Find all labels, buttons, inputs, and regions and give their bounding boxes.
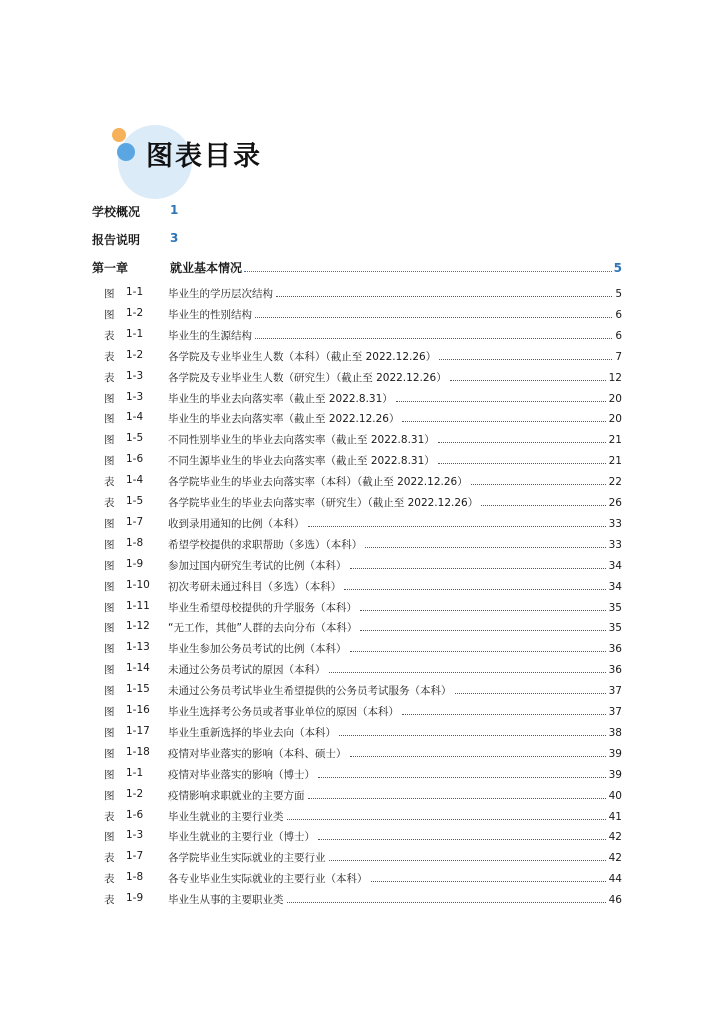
toc-entry-number: 1-1	[126, 286, 144, 298]
toc-entry-kind: 图	[104, 664, 115, 677]
page-title: 图表目录	[146, 141, 262, 172]
dot-leader	[339, 734, 606, 736]
toc-chapter-title: 就业基本情况	[170, 261, 243, 275]
toc-entry-title: 毕业生就业的主要行业类	[168, 810, 284, 823]
toc-entry-page: 40	[608, 789, 622, 802]
toc-entry-page: 34	[608, 559, 622, 572]
toc-entry-page: 44	[608, 873, 622, 886]
toc-entry-kind: 图	[104, 580, 115, 593]
toc-chapter-1[interactable]	[92, 259, 622, 277]
toc-entry-title: 疫情对毕业落实的影响（博士）	[168, 768, 315, 781]
toc-section-page: 3	[170, 231, 179, 245]
toc-entry[interactable]	[104, 620, 622, 638]
toc-entry-number: 1-7	[126, 515, 144, 528]
dot-leader	[402, 713, 606, 715]
toc-entry-kind: 图	[104, 308, 115, 321]
toc-entry-title: 各学院毕业生的毕业去向落实率（研究生）（截止至 2022.12.26）	[168, 497, 479, 509]
toc-entry-title: 参加过国内研究生考试的比例（本科）	[168, 559, 347, 572]
toc-entry-page: 22	[608, 476, 622, 489]
toc-entry-number: 1-1	[126, 327, 144, 340]
toc-entry-number: 1-3	[126, 390, 144, 403]
toc-entry[interactable]	[104, 829, 622, 847]
toc-entry-kind: 图	[104, 768, 115, 781]
toc-entry-number: 1-14	[126, 662, 150, 675]
dot-leader	[287, 818, 606, 820]
toc-entry-number: 1-4	[126, 474, 144, 487]
toc-entry-kind: 图	[104, 538, 115, 551]
dot-leader	[350, 567, 606, 569]
toc-entry-title: 毕业生的生源结构	[168, 329, 252, 342]
toc-section-label: 学校概况	[92, 205, 141, 219]
toc-entry-title: 不同生源毕业生的毕业去向落实率（截止至 2022.8.31）	[168, 455, 435, 468]
toc-entry-number: 1-6	[126, 808, 144, 821]
toc-entry-kind: 图	[104, 413, 115, 426]
dot-leader	[255, 337, 612, 339]
toc-section-page: 1	[170, 203, 179, 217]
toc-entry-title: 收到录用通知的比例（本科）	[168, 517, 305, 530]
toc-entry-kind: 图	[104, 517, 115, 530]
toc-entry-page: 38	[608, 726, 622, 739]
toc-entry-page: 37	[608, 685, 622, 698]
toc-entry[interactable]	[104, 411, 622, 429]
dot-leader	[318, 776, 606, 778]
dot-leader	[365, 546, 605, 548]
toc-entry-title: 毕业生的性别结构	[168, 308, 252, 321]
toc-entry-kind: 图	[104, 455, 115, 468]
toc-entry-page: 42	[608, 852, 622, 865]
toc-entry-number: 1-7	[126, 850, 144, 863]
toc-entry-title: 疫情对毕业落实的影响（本科、硕士）	[168, 747, 347, 760]
toc-entry-number: 1-2	[126, 787, 144, 800]
toc-entry-title: 毕业生选择考公务员或者事业单位的原因（本科）	[168, 706, 399, 718]
toc-entry[interactable]	[104, 432, 622, 450]
toc-entry-kind: 图	[104, 706, 115, 718]
toc-entry[interactable]	[104, 537, 622, 555]
toc-entry-kind: 图	[104, 622, 115, 635]
dot-leader	[308, 797, 606, 799]
dot-leader	[396, 400, 606, 402]
toc-entry-kind: 图	[104, 831, 115, 844]
toc-entry-page: 5	[615, 288, 622, 300]
toc-entry-number: 1-6	[126, 453, 144, 466]
toc-entry-title: 各学院毕业生实际就业的主要行业	[168, 852, 326, 865]
toc-entry-number: 1-1	[126, 766, 144, 779]
dot-leader	[350, 755, 606, 757]
toc-entry-page: 35	[608, 601, 622, 614]
toc-entry[interactable]	[104, 370, 622, 388]
toc-entry-page: 33	[608, 517, 622, 530]
toc-entry[interactable]	[104, 453, 622, 471]
toc-entry-title: 初次考研未通过科目（多选）（本科）	[168, 580, 342, 593]
toc-entry-title: 毕业生的毕业去向落实率（截止至 2022.8.31）	[168, 392, 393, 405]
toc-entry-title: 疫情影响求职就业的主要方面	[168, 789, 305, 802]
toc-entry[interactable]	[104, 767, 622, 785]
dot-leader	[455, 692, 606, 694]
dot-leader	[244, 270, 612, 272]
toc-entry-kind: 表	[104, 873, 115, 886]
toc-entry-title: 毕业生参加公务员考试的比例（本科）	[168, 643, 347, 656]
toc-entry-kind: 图	[104, 288, 115, 300]
toc-entry-title: 各学院及专业毕业生人数（研究生）（截止至 2022.12.26）	[168, 371, 447, 384]
toc-entry[interactable]	[104, 662, 622, 680]
toc-entry[interactable]	[104, 850, 622, 868]
dot-leader	[308, 525, 606, 527]
dot-leader	[255, 316, 612, 318]
toc-entry-kind: 表	[104, 810, 115, 823]
toc-entry-page: 20	[608, 413, 622, 426]
toc-entry-number: 1-3	[126, 829, 144, 842]
dot-leader	[344, 588, 605, 590]
toc-entry-title: 未通过公务员考试的原因（本科）	[168, 664, 326, 677]
toc-entry-page: 7	[615, 350, 622, 363]
toc-entry-title: 未通过公务员考试毕业生希望提供的公务员考试服务（本科）	[168, 685, 452, 698]
toc-entry-kind: 表	[104, 476, 115, 489]
toc-entry[interactable]	[104, 516, 622, 534]
toc-entry-title: 毕业生希望母校提供的升学服务（本科）	[168, 601, 357, 614]
dot-leader	[439, 358, 612, 360]
toc-entry-page: 35	[608, 622, 622, 635]
dot-leader	[371, 880, 606, 882]
toc-entry[interactable]	[104, 871, 622, 889]
toc-entry-number: 1-11	[126, 599, 150, 612]
toc-entry-number: 1-2	[126, 306, 144, 319]
toc-entry-page: 42	[608, 831, 622, 844]
toc-entry-number: 1-16	[126, 704, 150, 716]
toc-entry-kind: 图	[104, 747, 115, 760]
toc-entry[interactable]	[104, 558, 622, 576]
toc-entry-title: 各学院及专业毕业生人数（本科）（截止至 2022.12.26）	[168, 350, 437, 363]
toc-entry-page: 12	[608, 371, 622, 384]
toc-entry[interactable]	[104, 641, 622, 659]
dot-leader	[329, 859, 606, 861]
toc-entry-page: 26	[608, 497, 622, 509]
toc-entry-number: 1-8	[126, 871, 144, 884]
toc-entry-kind: 图	[104, 601, 115, 614]
toc-entry-kind: 图	[104, 392, 115, 405]
toc-entry-number: 1-8	[126, 536, 144, 549]
toc-entry[interactable]	[104, 683, 622, 701]
dot-leader	[350, 650, 606, 652]
toc-entry-title: 不同性别毕业生的毕业去向落实率（截止至 2022.8.31）	[168, 434, 435, 447]
toc-entry-kind: 图	[104, 685, 115, 698]
dot-leader	[438, 441, 606, 443]
toc-entry[interactable]	[104, 474, 622, 492]
dot-leader	[318, 838, 606, 840]
toc-entry-kind: 图	[104, 434, 115, 447]
toc-entry[interactable]	[104, 704, 622, 722]
toc-entry[interactable]	[104, 349, 622, 367]
toc-entry-kind: 图	[104, 789, 115, 802]
toc-entry-number: 1-17	[126, 724, 150, 737]
toc-entry-title: 希望学校提供的求职帮助（多选）（本科）	[168, 538, 363, 551]
toc-entry-number: 1-15	[126, 683, 150, 696]
title-decoration-dot-orange	[112, 128, 126, 142]
dot-leader	[287, 901, 606, 903]
toc-entry-number: 1-12	[126, 620, 150, 633]
toc-entry-page: 34	[608, 580, 622, 593]
toc-entry[interactable]	[104, 391, 622, 409]
toc-entry-kind: 表	[104, 894, 115, 907]
toc-entry[interactable]	[104, 495, 622, 513]
toc-entry-kind: 图	[104, 726, 115, 739]
dot-leader	[360, 629, 605, 631]
toc-entry-title: “无工作，其他”人群的去向分布（本科）	[168, 622, 358, 635]
toc-entry[interactable]	[104, 788, 622, 806]
title-decoration-dot-blue	[117, 143, 135, 161]
toc-entry-title: 毕业生从事的主要职业类	[168, 894, 284, 907]
toc-entry[interactable]	[104, 725, 622, 743]
toc-entry-page: 6	[615, 308, 622, 321]
toc-entry-kind: 表	[104, 329, 115, 342]
toc-entry[interactable]	[104, 307, 622, 325]
toc-entry-kind: 表	[104, 371, 115, 384]
toc-entry-page: 21	[608, 434, 622, 447]
toc-entry-number: 1-4	[126, 411, 144, 424]
toc-entry-kind: 表	[104, 852, 115, 865]
toc-entry-page: 46	[608, 894, 622, 907]
dot-leader	[402, 420, 605, 422]
toc-section-label: 报告说明	[92, 233, 141, 247]
toc-entry-number: 1-5	[126, 495, 144, 507]
toc-entry[interactable]	[104, 579, 622, 597]
toc-entry-title: 各专业毕业生实际就业的主要行业（本科）	[168, 873, 368, 886]
toc-entry-number: 1-2	[126, 348, 144, 361]
toc-entry-number: 1-13	[126, 641, 150, 654]
dot-leader	[329, 671, 606, 673]
toc-entry[interactable]	[104, 600, 622, 618]
toc-entry-kind: 表	[104, 350, 115, 363]
toc-entry-page: 41	[608, 810, 622, 823]
toc-entry-title: 毕业生重新选择的毕业去向（本科）	[168, 726, 336, 739]
dot-leader	[450, 379, 606, 381]
toc-entry-kind: 表	[104, 497, 115, 509]
toc-entry-page: 36	[608, 664, 622, 677]
toc-entry-kind: 图	[104, 559, 115, 572]
toc-entry-number: 1-9	[126, 892, 144, 905]
toc-entry-number: 1-3	[126, 369, 144, 382]
dot-leader	[276, 295, 612, 297]
toc-entry-title: 毕业生就业的主要行业（博士）	[168, 831, 315, 844]
toc-entry-number: 1-5	[126, 432, 144, 445]
toc-entry-title: 各学院毕业生的毕业去向落实率（本科）（截止至 2022.12.26）	[168, 476, 468, 489]
toc-entry[interactable]	[104, 286, 622, 304]
toc-entry-page: 37	[608, 706, 622, 718]
toc-entry-page: 36	[608, 643, 622, 656]
toc-entry-page: 33	[608, 538, 622, 551]
dot-leader	[471, 483, 606, 485]
dot-leader	[481, 504, 605, 506]
toc-entry-number: 1-9	[126, 557, 144, 570]
toc-entry-number: 1-10	[126, 578, 150, 591]
toc-entry-page: 39	[608, 747, 622, 760]
toc-entry-page: 39	[608, 768, 622, 781]
toc-entry[interactable]	[104, 892, 622, 910]
toc-chapter-page: 5	[613, 261, 622, 275]
toc-chapter-label: 第一章	[92, 261, 129, 275]
toc-entry[interactable]	[104, 328, 622, 346]
toc-entry-page: 21	[608, 455, 622, 468]
toc-entry-kind: 图	[104, 643, 115, 656]
dot-leader	[360, 609, 606, 611]
dot-leader	[438, 462, 606, 464]
toc-entry[interactable]	[104, 746, 622, 764]
toc-entry-page: 20	[608, 392, 622, 405]
toc-entry-number: 1-18	[126, 745, 150, 758]
toc-entry-title: 毕业生的毕业去向落实率（截止至 2022.12.26）	[168, 413, 400, 426]
toc-entry[interactable]	[104, 809, 622, 827]
toc-entry-page: 6	[615, 329, 622, 342]
toc-entry-title: 毕业生的学历层次结构	[168, 288, 273, 300]
